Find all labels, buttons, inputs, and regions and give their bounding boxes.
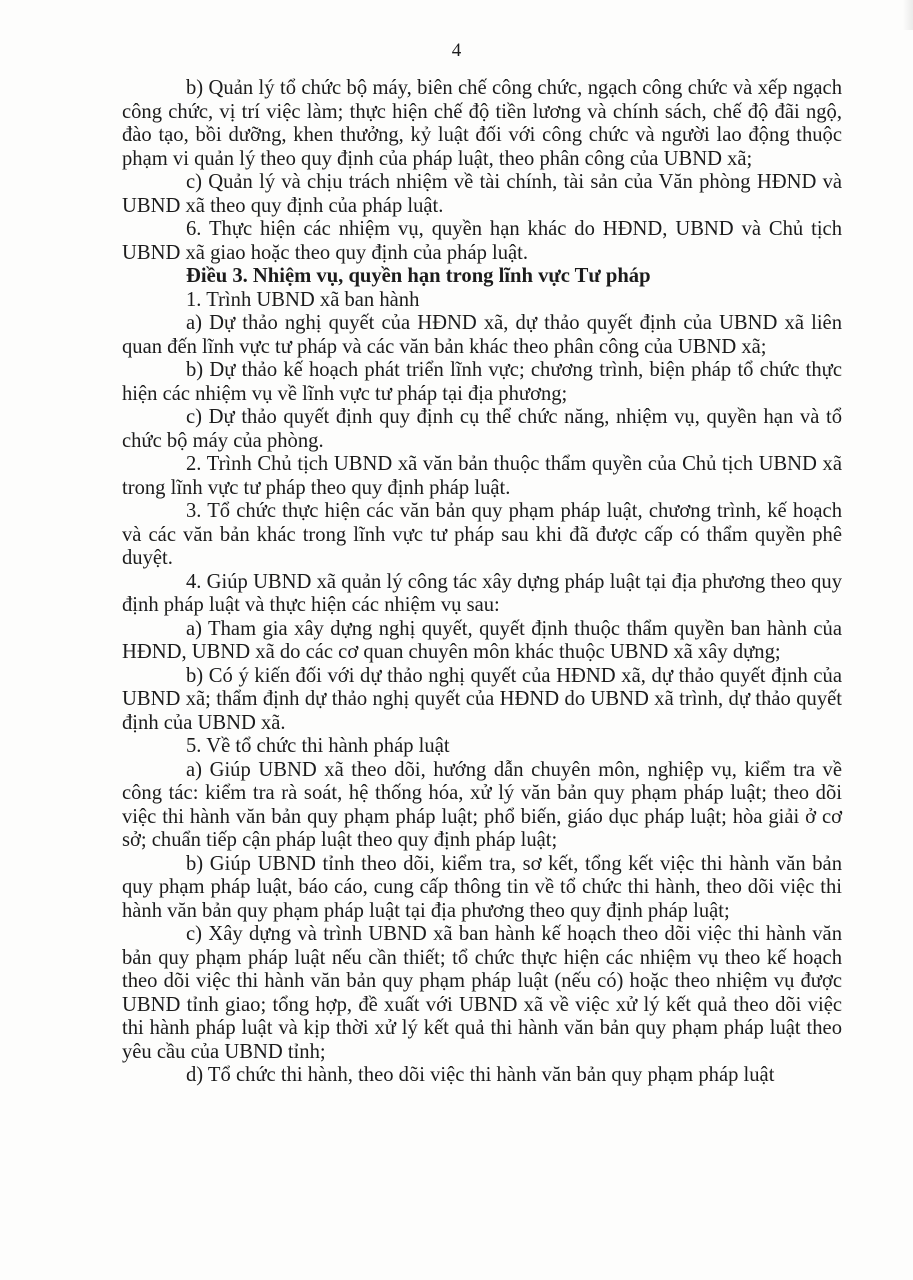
page-number: 4	[451, 40, 462, 61]
scan-edge-shadow	[903, 0, 913, 30]
paragraph-3-1a: a) Dự thảo nghị quyết của HĐND xã, dự thảo quyết định của UBND xã liên quan đến lĩnh vực tư pháp và các văn bản khác theo phân công của UBND xã;	[122, 312, 842, 358]
paragraph-3-2: 2. Trình Chủ tịch UBND xã văn bản thuộc thẩm quyền của Chủ tịch UBND xã trong lĩnh vực tư pháp theo quy định pháp luật.	[122, 453, 842, 499]
paragraph-3-5c: c) Xây dựng và trình UBND xã ban hành kế hoạch theo dõi việc thi hành văn bản quy phạm pháp luật nếu cần thiết; tổ chức thực hiện các nhiệm vụ theo kế hoạch theo dõi việc thi hành văn bản quy phạm pháp luật (nếu có) hoặc theo nhiệm vụ được UBND tỉnh giao; tổng hợp, đề xuất với UBND xã về việc xử lý kết quả theo dõi việc thi hành pháp luật và kịp thời xử lý kết quả thi hành văn bản quy phạm pháp luật theo yêu cầu của UBND tỉnh;	[122, 923, 842, 1063]
document-body	[122, 77, 842, 1088]
paragraph-3-4b: b) Có ý kiến đối với dự thảo nghị quyết của HĐND xã, dự thảo quyết định của UBND xã; thẩm định dự thảo nghị quyết của HĐND do UBND xã trình, dự thảo quyết định của UBND xã.	[122, 664, 842, 734]
article-3-heading: Điều 3. Nhiệm vụ, quyền hạn trong lĩnh vực Tư pháp	[186, 265, 651, 287]
paragraph-3-1b: b) Dự thảo kế hoạch phát triển lĩnh vực; chương trình, biện pháp tổ chức thực hiện các nhiệm vụ về lĩnh vực tư pháp tại địa phương;	[122, 359, 842, 405]
paragraph-3-3: 3. Tổ chức thực hiện các văn bản quy phạm pháp luật, chương trình, kế hoạch và các văn bản khác trong lĩnh vực tư pháp sau khi đã được cấp có thẩm quyền phê duyệt.	[122, 500, 842, 569]
paragraph-3-5: 5. Về tổ chức thi hành pháp luật	[186, 735, 450, 757]
paragraph-3-1: 1. Trình UBND xã ban hành	[186, 288, 420, 311]
paragraph-3-5d: d) Tổ chức thi hành, theo dõi việc thi hành văn bản quy phạm pháp luật	[186, 1064, 775, 1086]
paragraph-2c: c) Quản lý và chịu trách nhiệm về tài chính, tài sản của Văn phòng HĐND và UBND xã theo quy định của pháp luật.	[122, 171, 842, 217]
paragraph-2b: b) Quản lý tổ chức bộ máy, biên chế công chức, ngạch công chức và xếp ngạch công chức, vị trí việc làm; thực hiện chế độ tiền lương và chính sách, chế độ đãi ngộ, đào tạo, bồi dưỡng, khen thưởng, kỷ luật đối với công chức và người lao động thuộc phạm vi quản lý theo quy định của pháp luật, theo phân công của UBND xã;	[122, 77, 842, 170]
paragraph-3-5b: b) Giúp UBND tỉnh theo dõi, kiểm tra, sơ kết, tổng kết việc thi hành văn bản quy phạm pháp luật, báo cáo, cung cấp thông tin về tổ chức thi hành, theo dõi việc thi hành văn bản quy phạm pháp luật tại địa phương theo quy định pháp luật;	[122, 852, 842, 922]
paragraph-6: 6. Thực hiện các nhiệm vụ, quyền hạn khác do HĐND, UBND và Chủ tịch UBND xã giao hoặc theo quy định của pháp luật.	[122, 218, 842, 264]
paragraph-3-4: 4. Giúp UBND xã quản lý công tác xây dựng pháp luật tại địa phương theo quy định pháp luật và thực hiện các nhiệm vụ sau:	[122, 570, 842, 616]
paragraph-3-5a: a) Giúp UBND xã theo dõi, hướng dẫn chuyên môn, nghiệp vụ, kiểm tra về công tác: kiểm tra rà soát, hệ thống hóa, xử lý văn bản quy phạm pháp luật; theo dõi việc thi hành văn bản quy phạm pháp luật; phổ biến, giáo dục pháp luật; hòa giải ở cơ sở; chuẩn tiếp cận pháp luật theo quy định pháp luật;	[122, 758, 842, 851]
paragraph-3-1c: c) Dự thảo quyết định quy định cụ thể chức năng, nhiệm vụ, quyền hạn và tổ chức bộ máy của phòng.	[122, 406, 842, 452]
paragraph-3-4a: a) Tham gia xây dựng nghị quyết, quyết định thuộc thẩm quyền ban hành của HĐND, UBND xã do các cơ quan chuyên môn khác thuộc UBND xã xây dựng;	[122, 617, 842, 663]
